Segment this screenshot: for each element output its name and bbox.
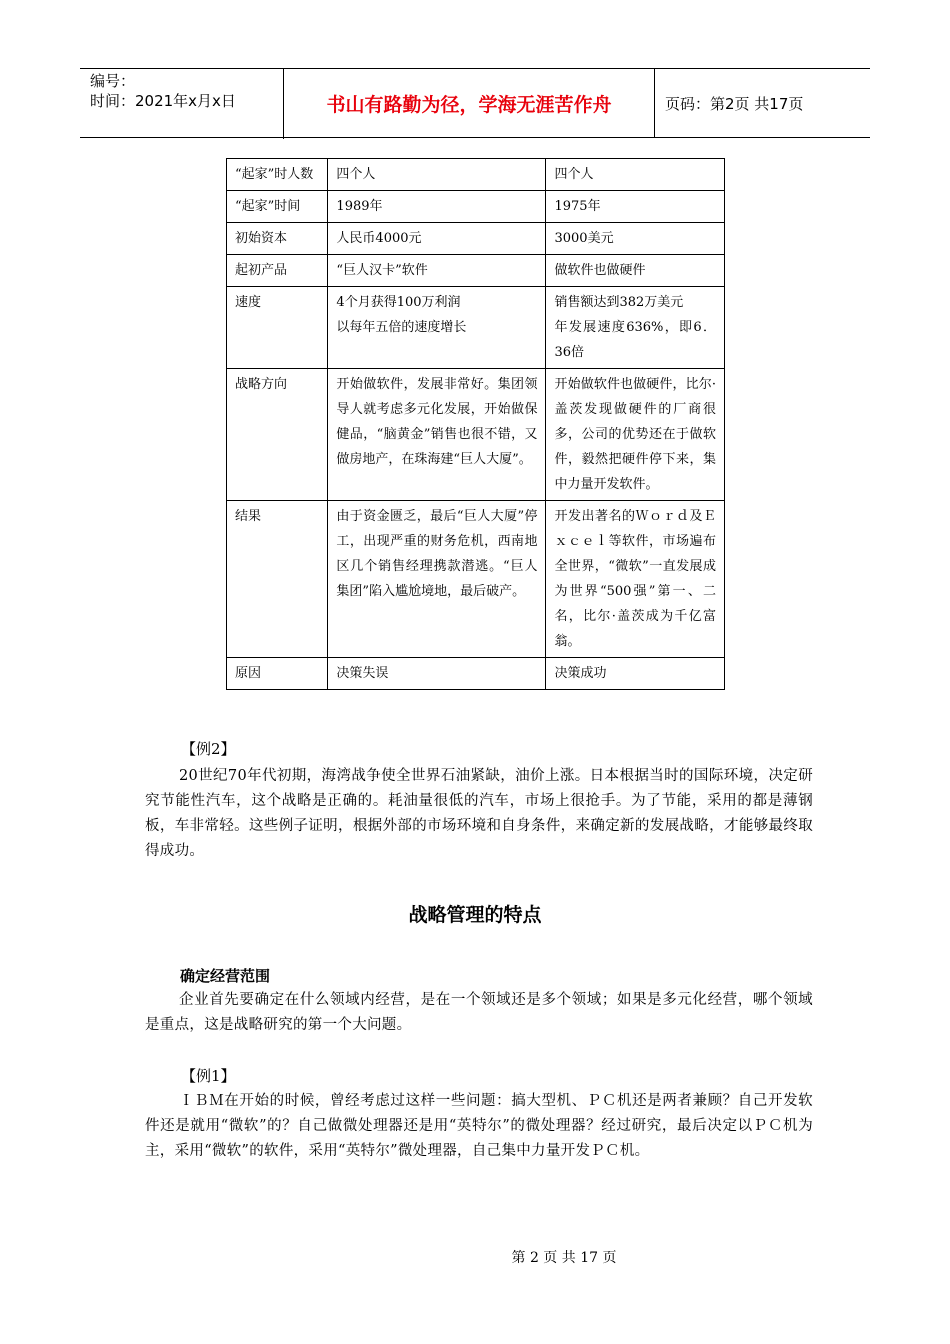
document-time-label: 时间：2021年x月x日 bbox=[90, 92, 236, 110]
row-label-cell: 速度 bbox=[227, 287, 328, 369]
example-1-text: ＩＢＭ在开始的时候，曾经考虑过这样一些问题：搞大型机、ＰＣ机还是两者兼顾？自己开发软件还是就用“微软”的？自己做微处理器还是用“英特尔”的微处理器？经过研究，最后决定以ＰＣ机为主，采用“微软”的软件，采用“英特尔”微处理器，自己集中力量开发ＰＣ机。 bbox=[145, 1093, 813, 1159]
microsoft-cell: 开发出著名的Ｗｏｒｄ及Ｅｘｃｅｌ等软件，市场遍布全世界，“微软”一直发展成为世界“500强”第一、二名，比尔·盖茨成为千亿富翁。 bbox=[546, 501, 725, 658]
table-row bbox=[227, 369, 725, 501]
giant-group-cell: 决策失误 bbox=[328, 658, 546, 690]
document-number-label: 编号： bbox=[90, 72, 136, 90]
table-row bbox=[227, 255, 725, 287]
table-row bbox=[227, 287, 725, 369]
table-row bbox=[227, 159, 725, 191]
table-row bbox=[227, 501, 725, 658]
section-paragraph: 企业首先要确定在什么领域内经营，是在一个领域还是多个领域；如果是多元化经营，哪个领域是重点，这是战略研究的第一个大问题。 bbox=[145, 992, 813, 1033]
section-subtitle: 确定经营范围 bbox=[180, 967, 271, 985]
giant-group-cell: 1989年 bbox=[328, 191, 546, 223]
header-motto: 书山有路勤为径，学海无涯苦作舟 bbox=[284, 69, 655, 137]
example-2-label: 【例2】 bbox=[181, 740, 236, 758]
row-label-cell: 战略方向 bbox=[227, 369, 328, 501]
microsoft-cell: 3000美元 bbox=[546, 223, 725, 255]
microsoft-cell: 1975年 bbox=[546, 191, 725, 223]
table-row bbox=[227, 658, 725, 690]
microsoft-cell: 销售额达到382万美元 年发展速度636%，即6．36倍 bbox=[546, 287, 725, 369]
row-label-cell: 原因 bbox=[227, 658, 328, 690]
microsoft-cell: 决策成功 bbox=[546, 658, 725, 690]
row-label-cell: 结果 bbox=[227, 501, 328, 658]
example-2-text: 20世纪70年代初期，海湾战争使全世界石油紧缺，油价上涨。日本根据当时的国际环境，决定研究节能性汽车，这个战略是正确的。耗油量很低的汽车，市场上很抢手。为了节能，采用的都是薄钢板，车非常轻。这些例子证明，根据外部的市场环境和自身条件，来确定新的发展战略，才能够最终取得成功。 bbox=[145, 768, 813, 859]
giant-group-cell: 开始做软件，发展非常好。集团领导人就考虑多元化发展，开始做保健品，“脑黄金”销售也很不错，又做房地产，在珠海建“巨人大厦”。 bbox=[328, 369, 546, 501]
row-label-cell: “起家”时人数 bbox=[227, 159, 328, 191]
example-1-label: 【例1】 bbox=[181, 1067, 236, 1085]
row-label-cell: 初始资本 bbox=[227, 223, 328, 255]
giant-group-cell: 四个人 bbox=[328, 159, 546, 191]
header-meta bbox=[80, 69, 284, 139]
comparison-table bbox=[226, 158, 725, 690]
giant-group-cell: 由于资金匮乏，最后“巨人大厦”停工，出现严重的财务危机，西南地区几个销售经理携款潜逃。“巨人集团”陷入尴尬境地，最后破产。 bbox=[328, 501, 546, 658]
giant-group-cell: 人民币4000元 bbox=[328, 223, 546, 255]
microsoft-cell: 四个人 bbox=[546, 159, 725, 191]
header-page-label: 页码：第2页 共17页 bbox=[665, 94, 804, 113]
page-footer: 第 2 页 共 17 页 bbox=[511, 1250, 617, 1266]
giant-group-cell: 4个月获得100万利润 以每年五倍的速度增长 bbox=[328, 287, 546, 369]
section-title: 战略管理的特点 bbox=[408, 904, 542, 926]
page-header bbox=[80, 68, 870, 138]
table-row bbox=[227, 223, 725, 255]
microsoft-cell: 开始做软件也做硬件，比尔·盖茨发现做硬件的厂商很多，公司的优势还在于做软件，毅然把硬件停下来，集中力量开发软件。 bbox=[546, 369, 725, 501]
row-label-cell: 起初产品 bbox=[227, 255, 328, 287]
giant-group-cell: “巨人汉卡”软件 bbox=[328, 255, 546, 287]
row-label-cell: “起家”时间 bbox=[227, 191, 328, 223]
table-row bbox=[227, 191, 725, 223]
microsoft-cell: 做软件也做硬件 bbox=[546, 255, 725, 287]
